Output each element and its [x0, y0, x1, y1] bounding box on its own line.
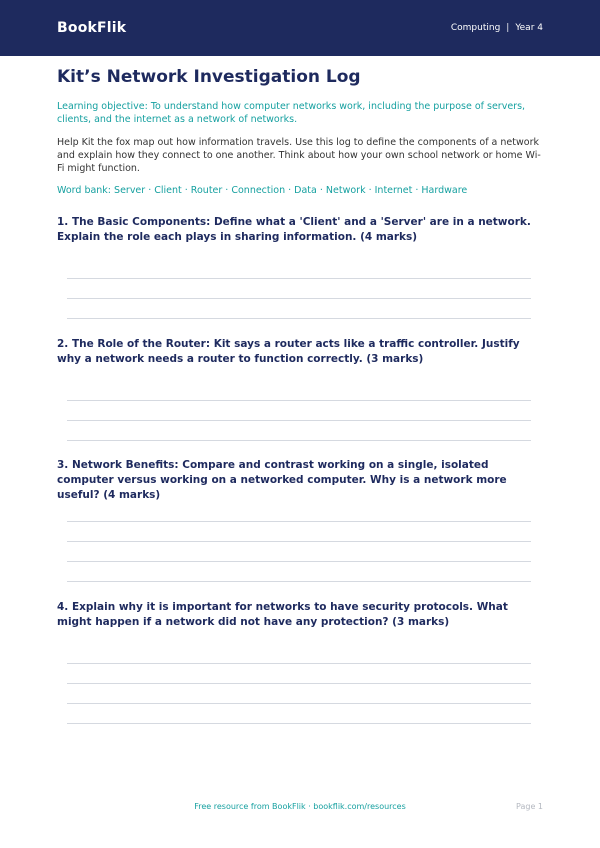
answer-line[interactable]: [67, 581, 531, 582]
page-title: Kit’s Network Investigation Log: [57, 67, 361, 87]
answer-line[interactable]: [67, 703, 531, 704]
brand-logo: BookFlik: [57, 20, 127, 36]
answer-line[interactable]: [67, 521, 531, 522]
answer-line[interactable]: [67, 278, 531, 279]
question-4: [57, 600, 543, 630]
answer-line[interactable]: [67, 663, 531, 664]
footer-credit: Free resource from BookFlik · bookflik.com/resources: [194, 802, 406, 811]
word-bank: Word bank: Server · Client · Router · Connection · Data · Network · Internet · Hardware: [57, 185, 468, 196]
answer-line[interactable]: [67, 318, 531, 319]
question-1: [57, 215, 543, 245]
question-2-text: 2. The Role of the Router: Kit says a router acts like a traffic controller. Justify why a network needs a router to function correctly. (3 marks): [57, 338, 520, 365]
question-3-text: 3. Network Benefits: Compare and contrast working on a single, isolated computer versus working on a networked computer. Why is a network more useful? (4 marks): [57, 459, 507, 501]
answer-line[interactable]: [67, 723, 531, 724]
header-bar: [0, 0, 600, 56]
answer-line[interactable]: [67, 400, 531, 401]
answer-line[interactable]: [67, 440, 531, 441]
intro-section: [57, 66, 543, 197]
learning-objective: Learning objective: To understand how computer networks work, including the purpose of servers, clients, and the internet as a network of networks.: [57, 101, 526, 125]
year-label: Year 4: [515, 23, 543, 33]
question-1-text: 1. The Basic Components: Define what a 'Client' and a 'Server' are in a network. Explain the role each plays in sharing information. (4 marks): [57, 216, 531, 243]
answer-line[interactable]: [67, 420, 531, 421]
intro-text: Help Kit the fox map out how information travels. Use this log to define the components of a network and explain how they connect to one another. Think about how your own school network or home Wi-Fi might function.: [57, 137, 541, 174]
question-3: [57, 458, 543, 503]
question-4-text: 4. Explain why it is important for networks to have security protocols. What might happen if a network did not have any protection? (3 marks): [57, 601, 508, 628]
question-2: [57, 337, 543, 367]
subject-label: Computing: [450, 23, 501, 33]
answer-line[interactable]: [67, 683, 531, 684]
answer-line[interactable]: [67, 561, 531, 562]
answer-line[interactable]: [67, 298, 531, 299]
meta-separator: |: [506, 23, 510, 33]
page-number: Page 1: [516, 802, 543, 811]
subject-year: [451, 23, 543, 33]
answer-line[interactable]: [67, 541, 531, 542]
